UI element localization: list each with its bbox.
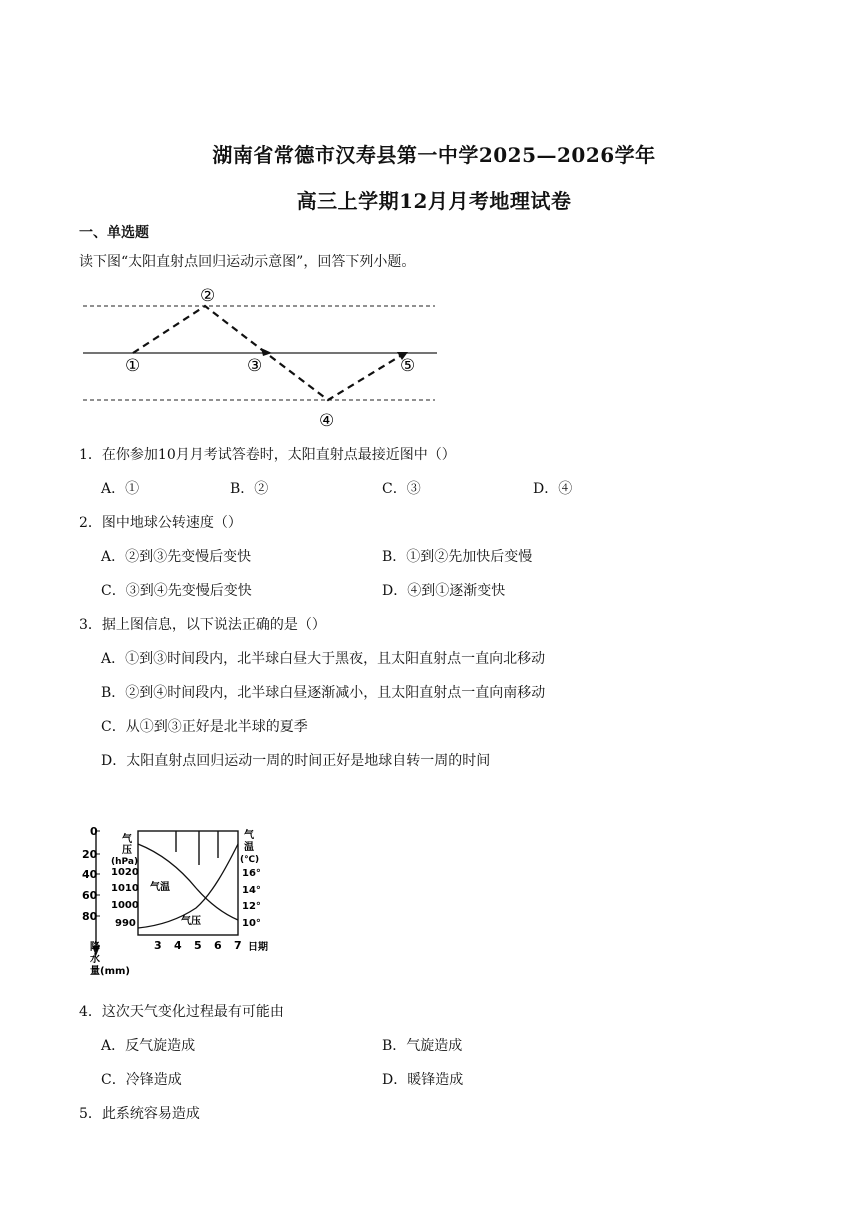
precip-axis-label-2: 水 (90, 954, 100, 965)
marker-3: ③ (247, 356, 263, 376)
marker-2: ② (200, 286, 216, 306)
precip-axis-label-1: 降 (90, 942, 100, 953)
q4-option-d[interactable]: D．暖锋造成 (382, 1072, 464, 1088)
curve-label-pressure: 气压 (181, 916, 201, 927)
marker-1: ① (125, 356, 141, 376)
pressure-axis-label-1: 气 (122, 834, 132, 845)
page-title-line1: 湖南省常德市汉寿县第一中学2025—2026学年 (212, 143, 656, 167)
path-arrow-3 (261, 348, 272, 356)
precip-tick-60: 60 (82, 889, 98, 902)
temp-axis-label-2: 温 (244, 842, 254, 853)
section-heading: 一、单选题 (79, 225, 149, 241)
pressure-tick-1010: 1010 (111, 883, 139, 894)
marker-4: ④ (319, 411, 335, 430)
day-tick-3: 3 (154, 939, 162, 952)
q1-option-a[interactable]: A．① (101, 481, 140, 497)
question-1-stem: 1．在你参加10月月考试答卷时，太阳直射点最接近图中（） (79, 447, 456, 463)
day-axis-label: 日期 (248, 942, 268, 953)
q2-option-d[interactable]: D．④到①逐渐变快 (382, 583, 506, 599)
temp-tick-16: 16° (242, 868, 261, 879)
q3-option-a[interactable]: A．①到③时间段内，北半球白昼大于黑夜，且太阳直射点一直向北移动 (101, 651, 546, 667)
curve-label-temperature: 气温 (150, 882, 170, 893)
day-tick-7: 7 (234, 939, 242, 952)
question-2-stem: 2．图中地球公转速度（） (79, 515, 242, 531)
q4-option-c[interactable]: C．冷锋造成 (101, 1072, 182, 1088)
temp-axis-label-1: 气 (244, 830, 254, 841)
precip-tick-40: 40 (82, 868, 98, 881)
q1-option-c[interactable]: C．③ (382, 481, 421, 497)
pressure-axis-label-2: 压 (122, 845, 132, 856)
weather-process-chart (78, 822, 278, 982)
q3-option-c[interactable]: C．从①到③正好是北半球的夏季 (101, 719, 308, 735)
pressure-tick-990: 990 (115, 918, 136, 929)
q3-option-d[interactable]: D．太阳直射点回归运动一周的时间正好是地球自转一周的时间 (101, 753, 491, 769)
precip-tick-20: 20 (82, 848, 98, 861)
pressure-tick-1020: 1020 (111, 867, 139, 878)
day-tick-5: 5 (194, 939, 202, 952)
intro-text: 读下图“太阳直射点回归运动示意图”，回答下列小题。 (79, 254, 416, 270)
q1-option-b[interactable]: B．② (230, 481, 269, 497)
subsolar-point-diagram (75, 282, 445, 430)
temp-tick-14: 14° (242, 885, 261, 896)
q2-option-b[interactable]: B．①到②先加快后变慢 (382, 549, 533, 565)
precip-axis-label-3: 量(mm) (90, 966, 130, 977)
page-title-line2: 高三上学期12月月考地理试卷 (296, 189, 572, 213)
temp-axis-label-3: (℃) (240, 855, 260, 865)
question-5-stem: 5．此系统容易造成 (79, 1106, 200, 1122)
q3-option-b[interactable]: B．②到④时间段内，北半球白昼逐渐减小，且太阳直射点一直向南移动 (101, 685, 546, 701)
precip-tick-80: 80 (82, 910, 98, 923)
day-tick-6: 6 (214, 939, 222, 952)
temp-tick-10: 10° (242, 918, 261, 929)
pressure-axis-label-3: (hPa) (111, 857, 139, 867)
q4-option-b[interactable]: B．气旋造成 (382, 1038, 463, 1054)
marker-5: ⑤ (400, 356, 416, 376)
day-tick-4: 4 (174, 939, 182, 952)
q2-option-c[interactable]: C．③到④先变慢后变快 (101, 583, 252, 599)
temp-tick-12: 12° (242, 901, 261, 912)
q4-option-a[interactable]: A．反气旋造成 (101, 1038, 196, 1054)
q2-option-a[interactable]: A．②到③先变慢后变快 (101, 549, 252, 565)
question-3-stem: 3．据上图信息，以下说法正确的是（） (79, 617, 326, 633)
question-4-stem: 4．这次天气变化过程最有可能由 (79, 1004, 284, 1020)
pressure-tick-1000: 1000 (111, 900, 139, 911)
q1-option-d[interactable]: D．④ (533, 481, 573, 497)
precip-tick-0: 0 (90, 825, 98, 838)
